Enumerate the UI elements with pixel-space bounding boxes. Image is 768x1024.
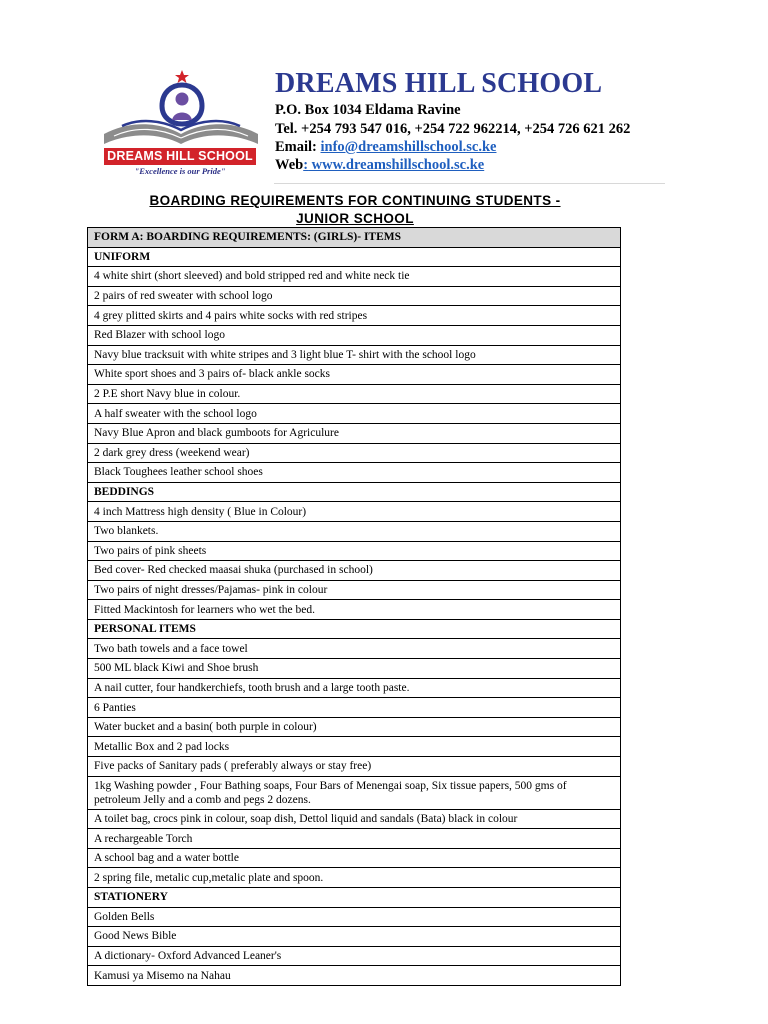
- table-row: [88, 286, 621, 306]
- section-heading: BEDDINGS: [88, 482, 621, 502]
- table-row: [88, 848, 621, 868]
- item-cell: Metallic Box and 2 pad locks: [88, 737, 621, 757]
- logo-emblem-icon: [100, 68, 260, 148]
- table-row: [88, 502, 621, 522]
- table-row: [88, 521, 621, 541]
- table-row: [88, 600, 621, 620]
- table-row: [88, 580, 621, 600]
- item-cell: A nail cutter, four handkerchiefs, tooth brush and a large tooth paste.: [88, 678, 621, 698]
- item-cell: Two bath towels and a face towel: [88, 639, 621, 659]
- table-row: [88, 868, 621, 888]
- requirements-table-body: [88, 228, 621, 986]
- item-cell: White sport shoes and 3 pairs of- black ankle socks: [88, 365, 621, 385]
- logo-banner: DREAMS HILL SCHOOL: [104, 148, 256, 165]
- table-row: [88, 757, 621, 777]
- school-name: DREAMS HILL SCHOOL: [275, 68, 603, 99]
- section-heading: STATIONERY: [88, 888, 621, 908]
- table-row: [88, 404, 621, 424]
- item-cell: A school bag and a water bottle: [88, 848, 621, 868]
- item-cell: Two blankets.: [88, 521, 621, 541]
- item-cell: Water bucket and a basin( both purple in colour): [88, 717, 621, 737]
- item-cell: Two pairs of night dresses/Pajamas- pink in colour: [88, 580, 621, 600]
- table-row: [88, 659, 621, 679]
- title-line-1: BOARDING REQUIREMENTS FOR CONTINUING STUDENTS -: [149, 193, 561, 208]
- table-row: [88, 927, 621, 947]
- document-title: [90, 192, 620, 227]
- item-cell: 2 P.E short Navy blue in colour.: [88, 384, 621, 404]
- table-row: [88, 829, 621, 849]
- school-logo: [100, 68, 260, 180]
- item-cell: Navy Blue Apron and black gumboots for Agriculure: [88, 423, 621, 443]
- title-line-2: JUNIOR SCHOOL: [296, 210, 414, 226]
- item-cell: Five packs of Sanitary pads ( preferably always or stay free): [88, 757, 621, 777]
- item-cell: A rechargeable Torch: [88, 829, 621, 849]
- item-cell: Black Toughees leather school shoes: [88, 463, 621, 483]
- item-cell: 1kg Washing powder , Four Bathing soaps, Four Bars of Menengai soap, Six tissue papers, 500 gms of petroleum Jelly and a comb and pegs 2 dozens.: [88, 776, 621, 809]
- section-row: [88, 619, 621, 639]
- web-link[interactable]: www.dreamshillschool.sc.ke: [308, 157, 485, 173]
- item-cell: 4 inch Mattress high density ( Blue in Colour): [88, 502, 621, 522]
- item-cell: Bed cover- Red checked maasai shuka (purchased in school): [88, 561, 621, 581]
- table-row: [88, 345, 621, 365]
- section-heading: UNIFORM: [88, 247, 621, 267]
- section-row: [88, 482, 621, 502]
- item-cell: Fitted Mackintosh for learners who wet the bed.: [88, 600, 621, 620]
- item-cell: 4 grey plitted skirts and 4 pairs white socks with red stripes: [88, 306, 621, 326]
- table-row: [88, 443, 621, 463]
- table-row: [88, 639, 621, 659]
- table-heading-row: [88, 228, 621, 248]
- table-row: [88, 365, 621, 385]
- table-row: [88, 678, 621, 698]
- telephone-line: Tel. +254 793 547 016, +254 722 962214, +254 726 621 262: [275, 121, 631, 137]
- section-heading: PERSONAL ITEMS: [88, 619, 621, 639]
- table-row: [88, 946, 621, 966]
- section-row: [88, 888, 621, 908]
- web-label: Web: [275, 157, 304, 173]
- web-colon: :: [303, 157, 309, 173]
- item-cell: A half sweater with the school logo: [88, 404, 621, 424]
- item-cell: Navy blue tracksuit with white stripes and 3 light blue T- shirt with the school logo: [88, 345, 621, 365]
- item-cell: Two pairs of pink sheets: [88, 541, 621, 561]
- item-cell: 2 pairs of red sweater with school logo: [88, 286, 621, 306]
- table-row: [88, 306, 621, 326]
- item-cell: 2 dark grey dress (weekend wear): [88, 443, 621, 463]
- item-cell: 500 ML black Kiwi and Shoe brush: [88, 659, 621, 679]
- table-row: [88, 907, 621, 927]
- item-cell: 6 Panties: [88, 698, 621, 718]
- item-cell: A toilet bag, crocs pink in colour, soap dish, Dettol liquid and sandals (Bata) black in colour: [88, 809, 621, 829]
- address-line: P.O. Box 1034 Eldama Ravine: [275, 102, 461, 118]
- table-row: [88, 698, 621, 718]
- table-row: [88, 423, 621, 443]
- email-line: [275, 139, 496, 156]
- section-row: [88, 247, 621, 267]
- header-divider: [274, 183, 665, 184]
- item-cell: Golden Bells: [88, 907, 621, 927]
- item-cell: Good News Bible: [88, 927, 621, 947]
- item-cell: 2 spring file, metalic cup,metalic plate and spoon.: [88, 868, 621, 888]
- table-row: [88, 737, 621, 757]
- table-row: [88, 541, 621, 561]
- item-cell: A dictionary- Oxford Advanced Leaner's: [88, 946, 621, 966]
- table-row: [88, 267, 621, 287]
- table-row: [88, 966, 621, 986]
- table-row: [88, 717, 621, 737]
- table-row: [88, 463, 621, 483]
- item-cell: 4 white shirt (short sleeved) and bold stripped red and white neck tie: [88, 267, 621, 287]
- email-link[interactable]: info@dreamshillschool.sc.ke: [320, 139, 497, 155]
- requirements-table: [87, 227, 621, 986]
- logo-motto: "Excellence is our Pride": [134, 166, 226, 176]
- email-label: Email:: [275, 139, 321, 155]
- item-cell: Kamusi ya Misemo na Nahau: [88, 966, 621, 986]
- table-heading: FORM A: BOARDING REQUIREMENTS: (GIRLS)- ITEMS: [88, 228, 621, 248]
- table-row: [88, 384, 621, 404]
- item-cell: Red Blazer with school logo: [88, 325, 621, 345]
- table-row: [88, 325, 621, 345]
- table-row: [88, 809, 621, 829]
- table-row: [88, 561, 621, 581]
- table-row: [88, 776, 621, 809]
- web-line: [275, 157, 484, 174]
